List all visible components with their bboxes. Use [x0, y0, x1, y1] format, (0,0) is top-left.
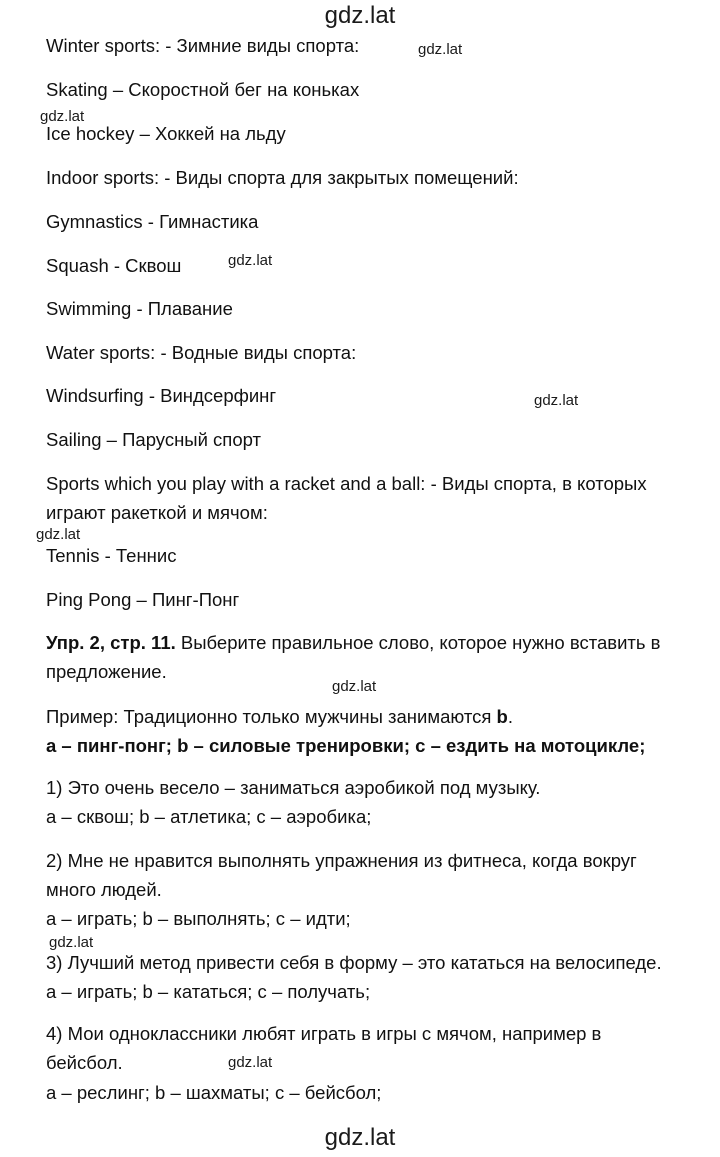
watermark-top: gdz.lat — [324, 2, 396, 29]
example-answer: b — [496, 706, 508, 727]
question-3: 3) Лучший метод привести себя в форму – это кататься на велосипеде. — [46, 952, 662, 973]
vocab-gymnastics: Gymnastics - Гимнастика — [46, 211, 259, 232]
exercise-instruction: Выберите правильное слово, которое нужно вставить в предложение. — [46, 632, 661, 682]
example-line — [46, 705, 513, 729]
exercise-heading: Упр. 2, стр. 11. — [46, 632, 176, 653]
watermark: gdz.lat — [40, 108, 85, 125]
watermark: gdz.lat — [36, 526, 81, 543]
vocab-windsurfing: Windsurfing - Виндсерфинг — [46, 385, 277, 406]
watermark: gdz.lat — [534, 392, 579, 409]
vocab-winter: Winter sports: - Зимние виды спорта: — [46, 35, 360, 56]
watermark-bottom: gdz.lat — [324, 1124, 396, 1151]
question-4: 4) Мои одноклассники любят играть в игры с мячом, например в бейсбол. — [46, 1023, 602, 1073]
question-1: 1) Это очень весело – заниматься аэробикой под музыку. — [46, 777, 541, 798]
vocab-indoor: Indoor sports: - Виды спорта для закрытых помещений: — [46, 167, 519, 188]
example-dot: . — [507, 706, 513, 727]
options-3: a – играть; b – кататься; c – получать; — [46, 981, 371, 1002]
example-options: a – пинг-понг; b – силовые тренировки; c – ездить на мотоцикле; — [46, 735, 646, 756]
vocab-pingpong: Ping Pong – Пинг-Понг — [46, 589, 240, 610]
vocab-swimming: Swimming - Плавание — [46, 298, 233, 319]
watermark: gdz.lat — [418, 41, 463, 58]
options-2: a – играть; b – выполнять; c – идти; — [46, 908, 351, 929]
vocab-racket: Sports which you play with a racket and a ball: - Виды спорта, в которых играют ракеткой и мячом: — [46, 473, 647, 523]
question-2: 2) Мне не нравится выполнять упражнения из фитнеса, когда вокруг много людей. — [46, 850, 637, 900]
watermark: gdz.lat — [228, 1054, 273, 1071]
vocab-sailing: Sailing – Парусный спорт — [46, 429, 261, 450]
exercise-header — [46, 628, 676, 686]
options-4: a – реслинг; b – шахматы; c – бейсбол; — [46, 1082, 382, 1103]
watermark: gdz.lat — [49, 934, 94, 951]
vocab-ice-hockey: Ice hockey – Хоккей на льду — [46, 123, 286, 144]
vocab-water: Water sports: - Водные виды спорта: — [46, 342, 357, 363]
example-text: Пример: Традиционно только мужчины занимаются — [46, 706, 497, 727]
watermark: gdz.lat — [332, 678, 377, 695]
vocab-tennis: Tennis - Теннис — [46, 545, 177, 566]
options-1: a – сквош; b – атлетика; c – аэробика; — [46, 806, 372, 827]
vocab-squash: Squash - Сквош — [46, 255, 182, 276]
watermark: gdz.lat — [228, 252, 273, 269]
vocab-skating: Skating – Скоростной бег на коньках — [46, 79, 360, 100]
